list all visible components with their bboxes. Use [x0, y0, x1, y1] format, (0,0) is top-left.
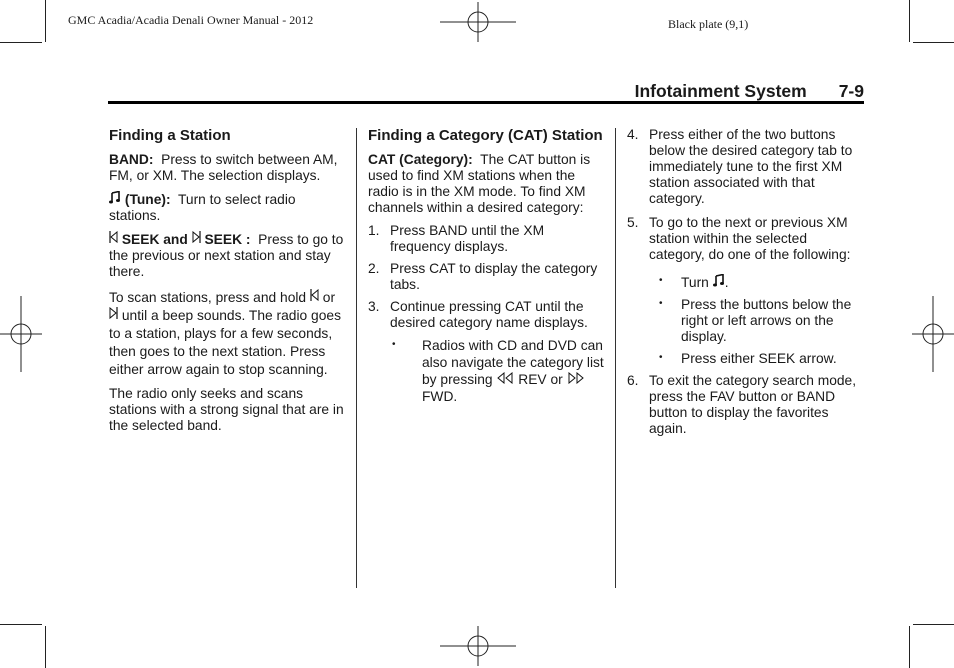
cat-paragraph — [368, 152, 606, 216]
bullet-text: Press the buttons below the right or left arrows on the display. — [681, 297, 852, 344]
crop-mark — [45, 626, 46, 668]
list-item — [368, 299, 606, 405]
bullet-period: . — [724, 275, 729, 290]
seek-text: Press to go to the previous or next station and stay there. — [109, 232, 344, 279]
crop-mark — [913, 42, 954, 43]
band-text: Press to switch between AM, FM, or XM. The selection displays. — [109, 152, 338, 183]
bullet-icon: • — [392, 339, 396, 350]
page-number: 7-9 — [838, 81, 864, 101]
band-paragraph — [109, 152, 345, 184]
registration-mark-icon — [440, 2, 516, 42]
crop-mark — [913, 624, 954, 625]
band-label: BAND: — [109, 152, 154, 167]
bullet-text: Turn — [681, 275, 709, 290]
list-item — [368, 223, 606, 255]
fast-forward-icon — [567, 372, 585, 384]
seek-paragraph — [109, 231, 345, 280]
bullet-item — [649, 297, 865, 345]
step-text: To exit the category search mode, press the FAV button or BAND button to display the favorites again. — [649, 373, 857, 436]
plate-label: Black plate (9,1) — [668, 17, 749, 31]
bullet-icon: • — [659, 298, 663, 309]
heading-finding-category: Finding a Category (CAT) Station — [368, 127, 603, 144]
step-number: 3. — [368, 299, 380, 314]
step-number: 2. — [368, 261, 380, 276]
music-note-icon — [109, 191, 121, 204]
cat-label: CAT (Category): — [368, 152, 473, 167]
tune-paragraph — [109, 191, 345, 224]
cat-steps — [368, 223, 606, 405]
list-item — [627, 215, 865, 367]
step-text: Press either of the two buttons below the desired category tab to immediately tune to the first XM station associated with that category. — [649, 127, 853, 206]
step-number: 1. — [368, 223, 380, 238]
step-number: 6. — [627, 373, 639, 388]
bullet-text: Press either SEEK arrow. — [681, 351, 837, 366]
bullet-item — [368, 337, 606, 405]
list-item — [368, 261, 606, 293]
section-header — [635, 81, 864, 102]
crop-mark — [45, 0, 46, 42]
step-number: 5. — [627, 215, 639, 230]
registration-mark-icon — [440, 626, 516, 666]
step-text: Press BAND until the XM frequency displays. — [390, 223, 545, 254]
scan-text-b: or — [322, 290, 336, 305]
bullet-icon: • — [659, 352, 663, 363]
scan-text-a: To scan stations, press and hold — [109, 290, 307, 305]
seek-label-b: SEEK : — [204, 232, 251, 247]
bullet-item — [649, 351, 865, 367]
crop-mark — [0, 624, 42, 625]
bullet-item — [649, 274, 865, 291]
column-3 — [627, 127, 865, 444]
step-number: 4. — [627, 127, 639, 142]
column-divider — [615, 128, 616, 588]
column-1 — [109, 127, 345, 441]
fwd-label: FWD. — [422, 389, 458, 404]
bullet-text: Radios with CD and DVD can also navigate the category list by pressing — [422, 338, 604, 387]
tune-text: Turn to select radio stations. — [109, 192, 296, 223]
scan-paragraph — [109, 289, 345, 379]
step-text: Press CAT to display the category tabs. — [390, 261, 598, 292]
tune-label: (Tune): — [124, 192, 171, 207]
step-text: To go to the next or previous XM station within the selected category, do one of the following: — [649, 215, 851, 262]
step-text: Continue pressing CAT until the desired category name displays. — [390, 299, 588, 330]
music-note-icon — [713, 274, 725, 287]
cat-text: The CAT button is used to find XM stations when the radio is in the XM mode. To find XM channels within a desired category: — [368, 152, 591, 215]
list-item — [627, 127, 865, 207]
header-rule — [108, 101, 864, 104]
seek-forward-icon — [192, 231, 201, 244]
column-2 — [368, 127, 606, 412]
crop-mark — [909, 0, 910, 42]
seek-note: The radio only seeks and scans stations with a strong signal that are in the selected band. — [109, 386, 344, 433]
cat-steps-continued — [627, 127, 865, 437]
section-title: Infotainment System — [634, 81, 807, 101]
seek-label-a: SEEK and — [121, 232, 188, 247]
bullet-icon: • — [659, 275, 663, 286]
rev-label: REV or — [518, 372, 563, 387]
seek-back-icon — [310, 289, 319, 302]
column-divider — [356, 128, 357, 588]
heading-finding-station: Finding a Station — [109, 127, 231, 144]
registration-mark-icon — [912, 296, 954, 372]
seek-back-icon — [109, 231, 118, 244]
rewind-icon — [496, 372, 514, 384]
scan-text-c: until a beep sounds. The radio goes to a station, plays for a few seconds, then goes to the next station. Press either arrow again to stop scanning. — [109, 308, 341, 377]
crop-mark — [0, 42, 42, 43]
manual-title: GMC Acadia/Acadia Denali Owner Manual - 2012 — [68, 13, 314, 27]
list-item — [627, 373, 865, 437]
registration-mark-icon — [0, 296, 42, 372]
crop-mark — [909, 626, 910, 668]
seek-forward-icon — [109, 307, 118, 320]
